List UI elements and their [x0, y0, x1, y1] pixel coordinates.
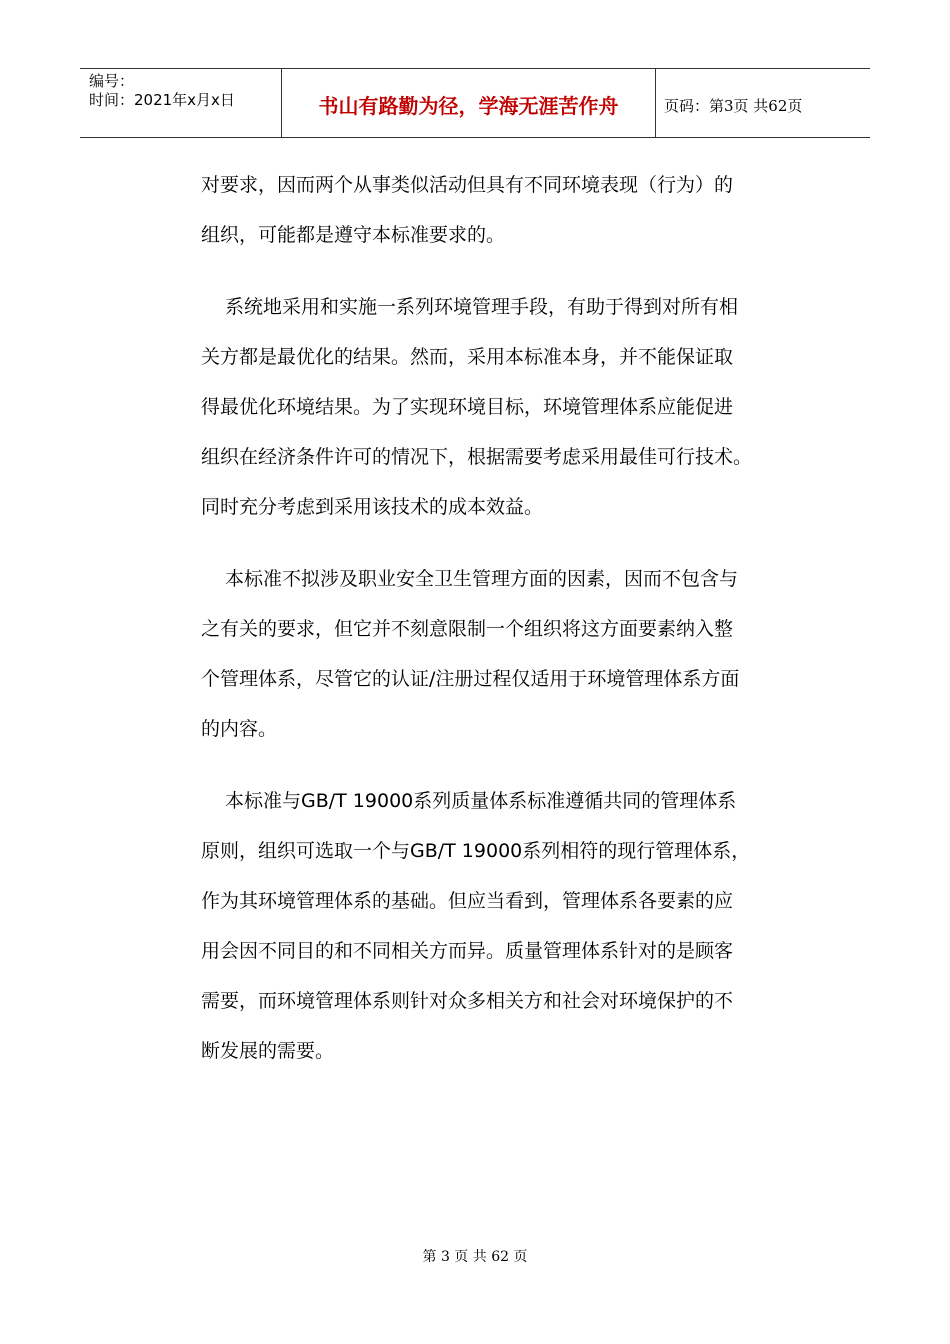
paragraph-line: 组织在经济条件许可的情况下，根据需要考虑采用最佳可行技术。	[201, 446, 753, 468]
paragraph-line: 原则，组织可选取一个与GB/T 19000系列相符的现行管理体系，	[201, 840, 751, 862]
doc-number-label: 编号：	[89, 72, 135, 90]
paragraph-line: 得最优化环境结果。为了实现环境目标，环境管理体系应能促进	[201, 396, 734, 418]
header-motto-cell	[281, 69, 656, 137]
paragraph-line: 作为其环境管理体系的基础。但应当看到，管理体系各要素的应	[201, 890, 734, 912]
paragraph-line: 关方都是最优化的结果。然而，采用本标准本身，并不能保证取	[201, 346, 734, 368]
paragraph-line: 组织，可能都是遵守本标准要求的。	[201, 224, 506, 246]
date-label: 时间：2021年x月x日	[89, 91, 235, 109]
header-pagecode-cell	[655, 69, 870, 137]
paragraph-line: 用会因不同目的和不同相关方而异。质量管理体系针对的是顾客	[201, 940, 734, 962]
paragraph-line: 需要，而环境管理体系则针对众多相关方和社会对环境保护的不	[201, 990, 734, 1012]
paragraph-line: 同时充分考虑到采用该技术的成本效益。	[201, 496, 544, 518]
paragraph-1	[201, 160, 761, 260]
header-page-code: 页码：第3页 共62页	[664, 97, 803, 115]
paragraph-3	[201, 554, 761, 754]
page-header	[80, 68, 870, 138]
header-motto: 书山有路勤为径，学海无涯苦作舟	[318, 94, 619, 118]
paragraph-line: 对要求，因而两个从事类似活动但具有不同环境表现（行为）的	[201, 174, 734, 196]
paragraph-line: 断发展的需要。	[201, 1040, 335, 1062]
paragraph-line: 本标准不拟涉及职业安全卫生管理方面的因素，因而不包含与	[225, 568, 739, 590]
paragraph-2	[201, 282, 761, 532]
header-meta-cell	[80, 69, 281, 137]
page-footer: 第 3 页 共 62 页	[422, 1249, 528, 1265]
document-body	[201, 160, 761, 1076]
paragraph-line: 系统地采用和实施一系列环境管理手段，有助于得到对所有相	[225, 296, 739, 318]
paragraph-4	[201, 776, 761, 1076]
paragraph-line: 个管理体系，尽管它的认证/注册过程仅适用于环境管理体系方面	[201, 668, 740, 690]
paragraph-line: 的内容。	[201, 718, 278, 740]
paragraph-line: 之有关的要求，但它并不刻意限制一个组织将这方面要素纳入整	[201, 618, 734, 640]
paragraph-line: 本标准与GB/T 19000系列质量体系标准遵循共同的管理体系	[225, 790, 737, 812]
